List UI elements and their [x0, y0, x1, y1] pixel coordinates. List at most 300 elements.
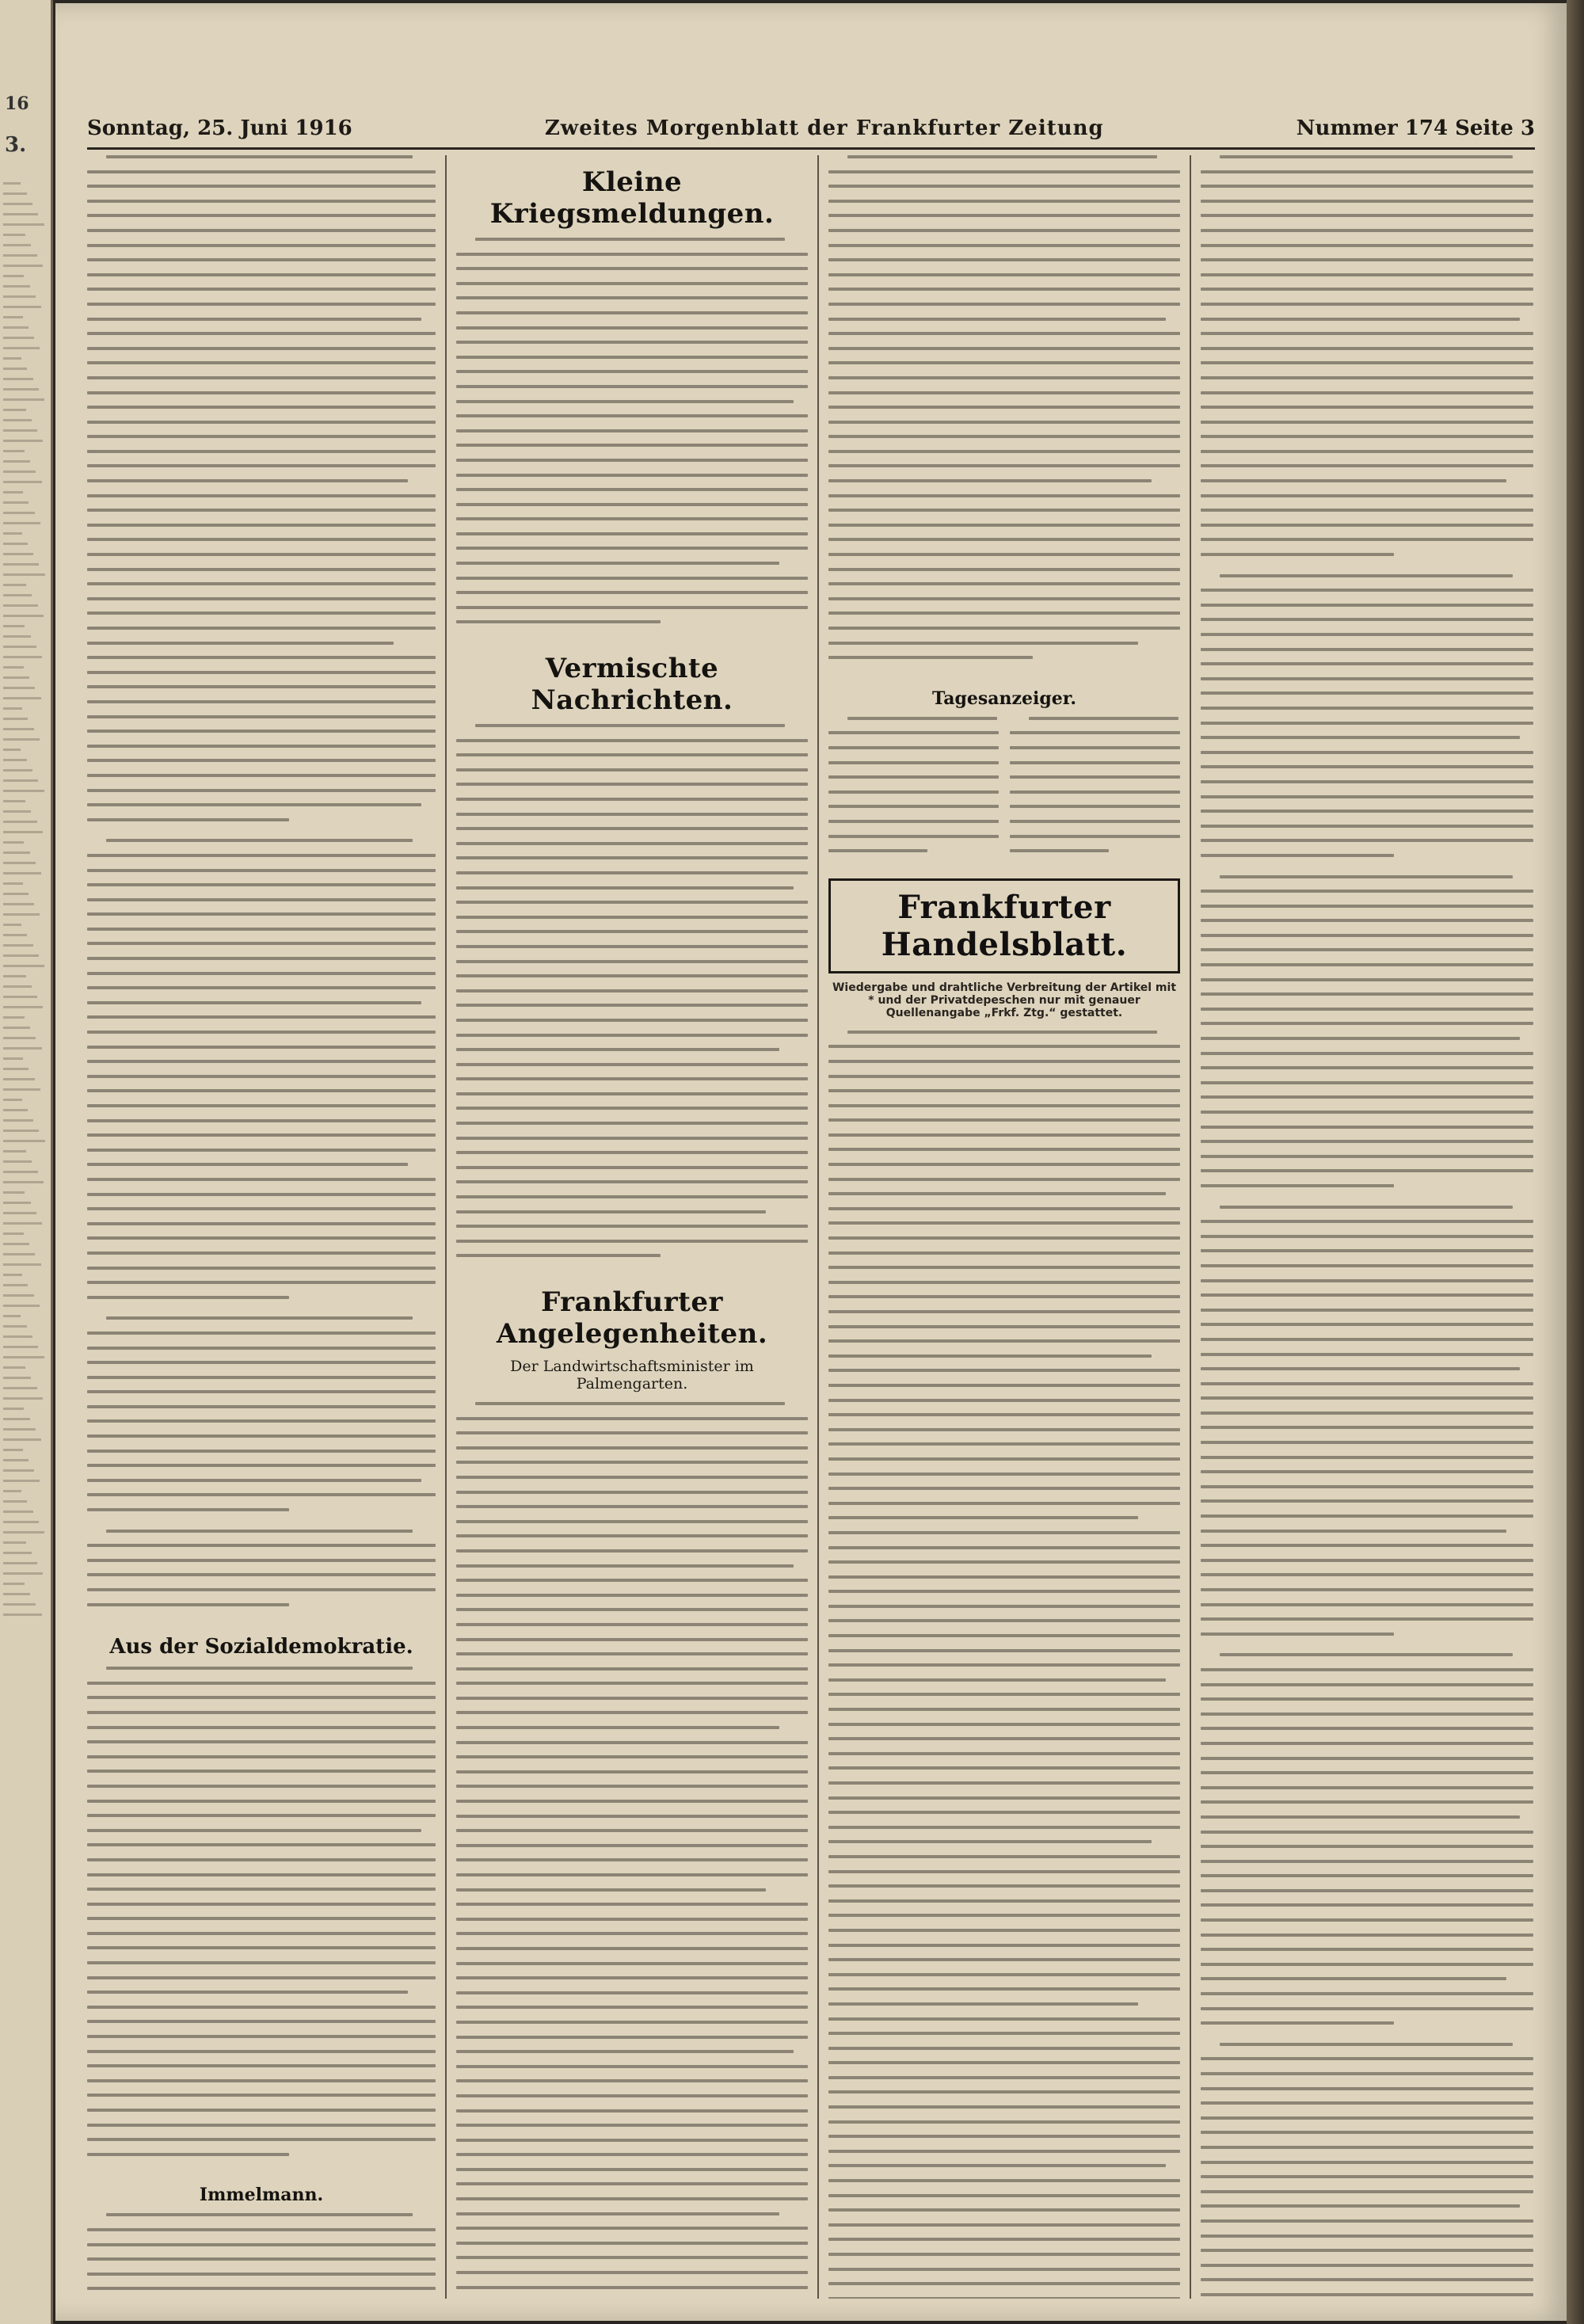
text-line: [87, 553, 436, 556]
text-line: [456, 577, 808, 580]
text-line: [828, 611, 1180, 615]
text-line: [1201, 1617, 1533, 1621]
article-text: [1201, 1653, 1533, 2042]
text-line: [828, 1944, 1180, 1947]
text-line: [3, 996, 37, 998]
text-line: [87, 2094, 436, 2097]
text-line: [828, 1060, 1180, 1063]
text-line: [87, 1104, 436, 1107]
text-line: [828, 1560, 1180, 1564]
masthead: Zweites Morgenblatt der Frankfurter Zeitung: [544, 116, 1104, 140]
text-line: [3, 1037, 36, 1039]
text-line: [456, 282, 808, 285]
text-line: [1201, 1456, 1533, 1459]
text-line: [828, 1089, 1180, 1092]
text-line: [1201, 1831, 1533, 1834]
text-line: [456, 1888, 766, 1892]
text-line: [456, 1491, 808, 1494]
text-line: [87, 942, 436, 945]
text-line: [87, 2138, 436, 2141]
text-line: [3, 265, 43, 267]
column-rule: [445, 155, 447, 2299]
text-line: [828, 406, 1180, 409]
text-line: [456, 1549, 808, 1553]
text-line: [847, 717, 997, 720]
text-line: [1201, 1095, 1533, 1099]
previous-page-text: [3, 174, 48, 2292]
text-line: [828, 2047, 1180, 2050]
text-line: [828, 288, 1180, 291]
text-line: [3, 707, 22, 710]
handelsblatt-note: Wiedergabe und drahtliche Verbreitung der Artikel mit * und der Privatdepeschen nur mit genauer Quellenangabe „Frkf. Ztg.“ gestattet.: [832, 981, 1177, 1019]
article-text: [456, 724, 808, 1275]
text-line: [456, 856, 808, 859]
text-line: [1201, 185, 1533, 188]
text-line: [456, 901, 808, 904]
text-line: [87, 928, 436, 931]
text-line: [1201, 751, 1533, 754]
text-line: [828, 746, 999, 749]
text-line: [828, 627, 1180, 630]
text-line: [87, 1770, 436, 1773]
text-line: [87, 568, 436, 571]
text-line: [828, 1708, 1180, 1711]
text-line: [1201, 1903, 1533, 1907]
text-line: [3, 1418, 30, 1420]
text-line: [87, 2124, 436, 2127]
text-line: [1201, 553, 1394, 556]
text-line: [456, 2139, 808, 2142]
text-line: [3, 398, 44, 401]
text-line: [1201, 765, 1533, 768]
text-line: [87, 185, 436, 188]
text-line: [87, 288, 436, 291]
text-line: [828, 2179, 1180, 2182]
text-line: [1201, 2146, 1533, 2149]
text-line: [456, 296, 808, 299]
text-line: [87, 1361, 436, 1364]
text-line: [1201, 1977, 1506, 1980]
text-line: [456, 1019, 808, 1022]
text-line: [3, 1521, 39, 1523]
text-line: [1201, 839, 1533, 842]
text-line: [456, 783, 808, 786]
text-line: [87, 972, 436, 975]
text-line: [456, 1800, 808, 1803]
text-line: [87, 214, 436, 217]
subheadline-palmengarten: Der Landwirtschaftsminister im Palmengarten.: [510, 1358, 754, 1392]
text-line: [3, 985, 32, 988]
text-line: [828, 1766, 1180, 1770]
text-line: [1201, 1052, 1533, 1055]
text-line: [87, 538, 436, 541]
text-line: [456, 989, 808, 992]
text-line: [87, 494, 436, 497]
text-line: [87, 627, 436, 630]
text-line: [3, 1150, 26, 1152]
text-line: [828, 538, 1180, 541]
text-line: [828, 1399, 1180, 1402]
text-line: [828, 1855, 1180, 1858]
text-line: [3, 882, 23, 885]
text-line: [1201, 494, 1533, 497]
text-line: [87, 1405, 436, 1408]
text-line: [87, 2257, 436, 2261]
text-line: [828, 1973, 1180, 1976]
text-line: [3, 1006, 43, 1008]
text-line: [828, 1929, 1180, 1932]
page-number: Nummer 174 Seite 3: [1296, 116, 1535, 140]
text-line: [1201, 722, 1533, 725]
text-line: [3, 954, 39, 957]
text-line: [828, 2017, 1180, 2021]
text-line: [87, 1559, 436, 1562]
text-line: [828, 1163, 1180, 1166]
text-line: [456, 444, 808, 447]
text-line: [1201, 1037, 1520, 1040]
text-line: [828, 1442, 1180, 1446]
text-line: [456, 1903, 808, 1906]
text-line: [3, 1397, 43, 1400]
text-line: [1201, 1742, 1533, 1745]
text-line: [456, 1122, 808, 1125]
text-line: [828, 1870, 1180, 1873]
text-line: [456, 842, 808, 845]
text-line: [828, 2238, 1180, 2241]
text-line: [3, 512, 35, 514]
text-line: [3, 1511, 33, 1513]
text-line: [456, 414, 808, 417]
text-line: [87, 818, 289, 821]
text-line: [1201, 1008, 1533, 1011]
text-line: [87, 258, 436, 261]
text-line: [3, 1140, 45, 1142]
text-line: [3, 1212, 36, 1214]
text-line: [87, 2153, 289, 2156]
text-line: [1201, 1514, 1533, 1518]
text-line: [828, 791, 999, 794]
text-line: [1201, 1382, 1533, 1385]
text-line: [1201, 1279, 1533, 1282]
text-line: [456, 1520, 808, 1523]
text-line: [3, 594, 32, 596]
text-line: [456, 1829, 808, 1832]
text-line: [456, 813, 808, 816]
text-line: [828, 494, 1180, 497]
text-line: [87, 1163, 408, 1166]
text-line: [87, 1178, 436, 1181]
text-line: [456, 2050, 794, 2053]
text-line: [456, 1034, 808, 1037]
text-line: [456, 2227, 808, 2230]
text-line: [3, 409, 26, 411]
text-line: [456, 1063, 808, 1066]
text-line: [3, 1171, 38, 1173]
column-rule: [817, 155, 819, 2299]
headline-immelmann: Immelmann.: [199, 2185, 324, 2206]
text-line: [87, 671, 436, 674]
text-line: [3, 347, 40, 349]
text-line: [1201, 1713, 1533, 1716]
text-line: [87, 1814, 436, 1817]
text-line: [456, 1918, 808, 1921]
text-line: [828, 1737, 1180, 1740]
text-line: [3, 790, 44, 792]
text-line: [1201, 1367, 1520, 1370]
article-text: [1201, 2043, 1533, 2299]
text-line: [456, 1858, 808, 1861]
text-line: [456, 547, 808, 550]
text-line: [3, 1325, 27, 1328]
text-line: [87, 1332, 436, 1335]
text-line: [456, 385, 808, 388]
text-line: [1201, 1544, 1533, 1547]
text-line: [3, 913, 40, 916]
text-line: [828, 361, 1180, 364]
text-line: [3, 893, 29, 895]
text-line: [87, 957, 436, 960]
text-line: [106, 1667, 413, 1670]
text-line: [456, 798, 808, 801]
text-line: [456, 1004, 808, 1007]
text-line: [3, 1593, 30, 1595]
text-line: [1201, 810, 1533, 813]
text-line: [1201, 538, 1533, 541]
text-line: [456, 2242, 808, 2245]
text-line: [3, 944, 33, 947]
text-line: [828, 1487, 1180, 1490]
text-line: [456, 1240, 808, 1243]
text-line: [828, 435, 1180, 438]
text-line: [3, 625, 25, 627]
text-line: [456, 1195, 808, 1198]
text-line: [3, 306, 41, 308]
previous-page-number: 16: [5, 93, 29, 114]
text-line: [3, 378, 33, 380]
text-line: [3, 924, 21, 926]
text-line: [3, 615, 44, 617]
text-line: [828, 1899, 1180, 1903]
text-line: [3, 759, 27, 761]
text-line: [87, 318, 421, 321]
text-line: [87, 1281, 436, 1284]
text-line: [828, 391, 1180, 394]
text-line: [456, 1166, 808, 1169]
text-line: [3, 1572, 43, 1575]
text-line: [1201, 1220, 1533, 1223]
text-line: [87, 524, 436, 527]
text-line: [106, 839, 413, 842]
text-line: [456, 1210, 766, 1213]
text-line: [3, 769, 32, 771]
text-line: [1201, 1126, 1533, 1129]
text-line: [1201, 1323, 1533, 1326]
text-line: [1220, 1206, 1513, 1209]
text-line: [3, 244, 31, 246]
text-line: [828, 1575, 1180, 1579]
text-line: [828, 1252, 1180, 1255]
text-line: [456, 1991, 808, 1994]
text-line: [3, 1356, 44, 1358]
text-line: [87, 1755, 436, 1758]
text-line: [1201, 948, 1533, 951]
text-line: [456, 620, 661, 623]
text-line: [1201, 1757, 1533, 1760]
text-line: [456, 1815, 808, 1818]
column-2: [456, 155, 808, 2299]
text-line: [828, 1796, 1180, 1800]
text-line: [3, 862, 36, 864]
text-line: [87, 2109, 436, 2112]
text-line: [3, 223, 44, 226]
text-line: [828, 2268, 1180, 2271]
text-line: [1201, 303, 1533, 306]
text-line: [456, 1579, 808, 1582]
text-line: [828, 332, 1180, 335]
headline-tagesanzeiger: Tagesanzeiger.: [932, 688, 1076, 709]
text-line: [87, 1464, 436, 1467]
text-line: [456, 1137, 808, 1140]
text-line: [1201, 1111, 1533, 1114]
text-line: [1201, 919, 1533, 922]
text-line: [3, 821, 37, 823]
text-line: [1201, 2131, 1533, 2134]
text-line: [828, 1354, 1152, 1358]
text-line: [1201, 2057, 1533, 2060]
text-line: [1201, 2293, 1533, 2296]
text-line: [828, 1546, 1180, 1549]
text-line: [456, 1638, 808, 1641]
text-line: [475, 724, 785, 727]
text-line: [3, 1346, 38, 1348]
text-line: [1201, 1860, 1533, 1863]
text-line: [3, 419, 32, 421]
text-line: [1201, 2101, 1533, 2105]
text-line: [1201, 1485, 1533, 1488]
article-text: [1201, 875, 1533, 1206]
text-line: [828, 244, 1180, 247]
text-line: [3, 1428, 36, 1431]
text-line: [106, 155, 413, 158]
text-line: [87, 509, 436, 512]
column-3: [828, 155, 1180, 2299]
text-line: [87, 759, 436, 762]
text-line: [3, 872, 41, 874]
text-line: [828, 1339, 1180, 1343]
text-line: [3, 491, 23, 493]
text-line: [1201, 1948, 1533, 1951]
text-line: [1201, 604, 1533, 607]
text-line: [828, 421, 1180, 424]
text-line: [87, 200, 436, 203]
text-line: [456, 2036, 808, 2039]
text-line: [828, 849, 927, 852]
text-line: [828, 1914, 1180, 1917]
text-line: [828, 1178, 1180, 1181]
text-line: [87, 803, 421, 806]
text-line: [3, 532, 22, 535]
text-line: [456, 1048, 779, 1051]
text-line: [3, 1562, 37, 1564]
text-line: [828, 1840, 1152, 1843]
text-line: [1201, 435, 1533, 438]
text-line: [1201, 905, 1533, 908]
text-line: [1201, 795, 1533, 798]
text-line: [3, 1603, 36, 1606]
text-line: [3, 1016, 25, 1019]
text-line: [828, 1075, 1180, 1078]
column-rule: [1190, 155, 1191, 2299]
text-line: [87, 1829, 421, 1832]
text-line: [87, 642, 394, 645]
text-line: [87, 1347, 436, 1350]
column-4: [1201, 155, 1533, 2299]
text-line: [3, 450, 25, 452]
text-line: [87, 1419, 436, 1423]
text-line: [456, 1770, 808, 1773]
text-line: [87, 1603, 289, 1606]
text-line: [1201, 1889, 1533, 1892]
text-line: [828, 2282, 1180, 2285]
text-line: [3, 388, 39, 391]
text-line: [3, 337, 34, 339]
text-line: [456, 753, 808, 756]
text-line: [87, 2035, 436, 2038]
text-line: [1201, 589, 1533, 592]
text-line: [3, 934, 27, 936]
text-line: [828, 2194, 1180, 2197]
text-line: [87, 854, 436, 857]
text-line: [3, 460, 30, 463]
text-line: [3, 234, 25, 236]
text-line: [456, 916, 808, 919]
listing-right: [1010, 717, 1180, 871]
text-line: [828, 2135, 1180, 2138]
text-line: [828, 1678, 1166, 1682]
text-line: [1201, 1066, 1533, 1069]
text-line: [1201, 2219, 1533, 2223]
text-line: [3, 841, 24, 844]
text-line: [828, 214, 1180, 217]
text-line: [1201, 1470, 1533, 1473]
text-line: [87, 2020, 436, 2023]
text-line: [1201, 2175, 1533, 2178]
text-line: [87, 730, 436, 733]
text-line: [3, 316, 23, 318]
text-line: [456, 2006, 808, 2009]
text-line: [828, 450, 1180, 453]
text-line: [87, 170, 436, 173]
tagesanzeiger-listing: [828, 717, 1180, 871]
text-line: [3, 501, 29, 504]
text-line: [828, 1325, 1180, 1328]
text-line: [87, 1961, 436, 1964]
text-line: [456, 1623, 808, 1626]
text-line: [87, 1236, 436, 1240]
text-line: [87, 1573, 436, 1576]
text-line: [87, 2064, 436, 2067]
text-line: [1010, 791, 1180, 794]
text-line: [1201, 890, 1533, 893]
text-line: [1201, 1603, 1533, 1606]
headline-kriegsmeldungen: Kleine Kriegsmeldungen.: [489, 166, 775, 230]
text-line: [828, 1148, 1180, 1151]
text-line: [456, 960, 808, 963]
text-line: [3, 440, 43, 442]
text-line: [87, 1682, 436, 1685]
text-line: [87, 1075, 436, 1078]
text-line: [3, 666, 24, 669]
